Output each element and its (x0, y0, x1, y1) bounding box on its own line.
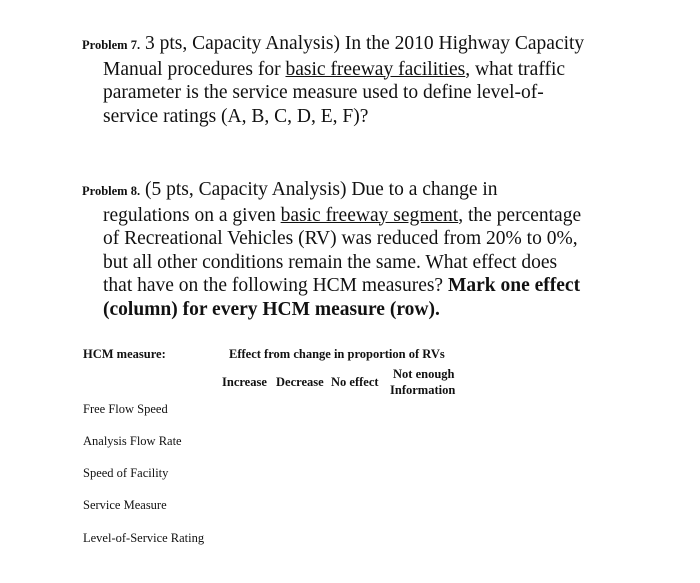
column-no-effect: No effect (331, 375, 379, 389)
group-header: Effect from change in proportion of RVs (229, 347, 445, 361)
problem-8-line-2: regulations on a given basic freeway segment, the percentage (103, 204, 582, 226)
underlined-term: basic freeway segment (280, 204, 459, 226)
column-information: Information (390, 383, 456, 397)
column-decrease: Decrease (276, 375, 324, 389)
problem-8-label: Problem 8. (82, 184, 141, 198)
problem-7-line-2: Manual procedures for basic freeway facilities, what traffic (103, 58, 566, 80)
underlined-term: basic freeway facilities (285, 58, 466, 80)
table-row-analysis-flow-rate: Analysis Flow Rate (83, 434, 182, 448)
problem-8-line-3: of Recreational Vehicles (RV) was reduced from 20% to 0%, (103, 228, 578, 249)
row-header: HCM measure: (83, 347, 166, 361)
column-not-enough: Not enough (393, 367, 455, 381)
problem-7-line-1: Problem 7. 3 pts, Capacity Analysis) In the 2010 Highway Capacity (82, 33, 585, 54)
problem-7-line-3: parameter is the service measure used to define level-of- (103, 82, 544, 103)
table-row-free-flow-speed: Free Flow Speed (83, 402, 168, 416)
problem-8 (82, 178, 642, 321)
problem-7 (82, 32, 642, 128)
problem-8-line-6: (column) for every HCM measure (row). (103, 298, 440, 320)
table-row-level-of-service-rating: Level-of-Service Rating (83, 531, 205, 545)
problem-7-line-4: service ratings (A, B, C, D, E, F)? (103, 105, 369, 127)
problem-7-label: Problem 7. (82, 38, 141, 52)
problem-8-line-4: but all other conditions remain the same. What effect does (103, 251, 558, 273)
table-row-speed-of-facility: Speed of Facility (83, 466, 169, 480)
problem-8-line-1: Problem 8. (5 pts, Capacity Analysis) Due to a change in (82, 179, 498, 200)
table-row-service-measure: Service Measure (83, 498, 167, 512)
column-increase: Increase (222, 375, 267, 389)
problem-8-line-5: that have on the following HCM measures? Mark one effect (103, 275, 581, 296)
